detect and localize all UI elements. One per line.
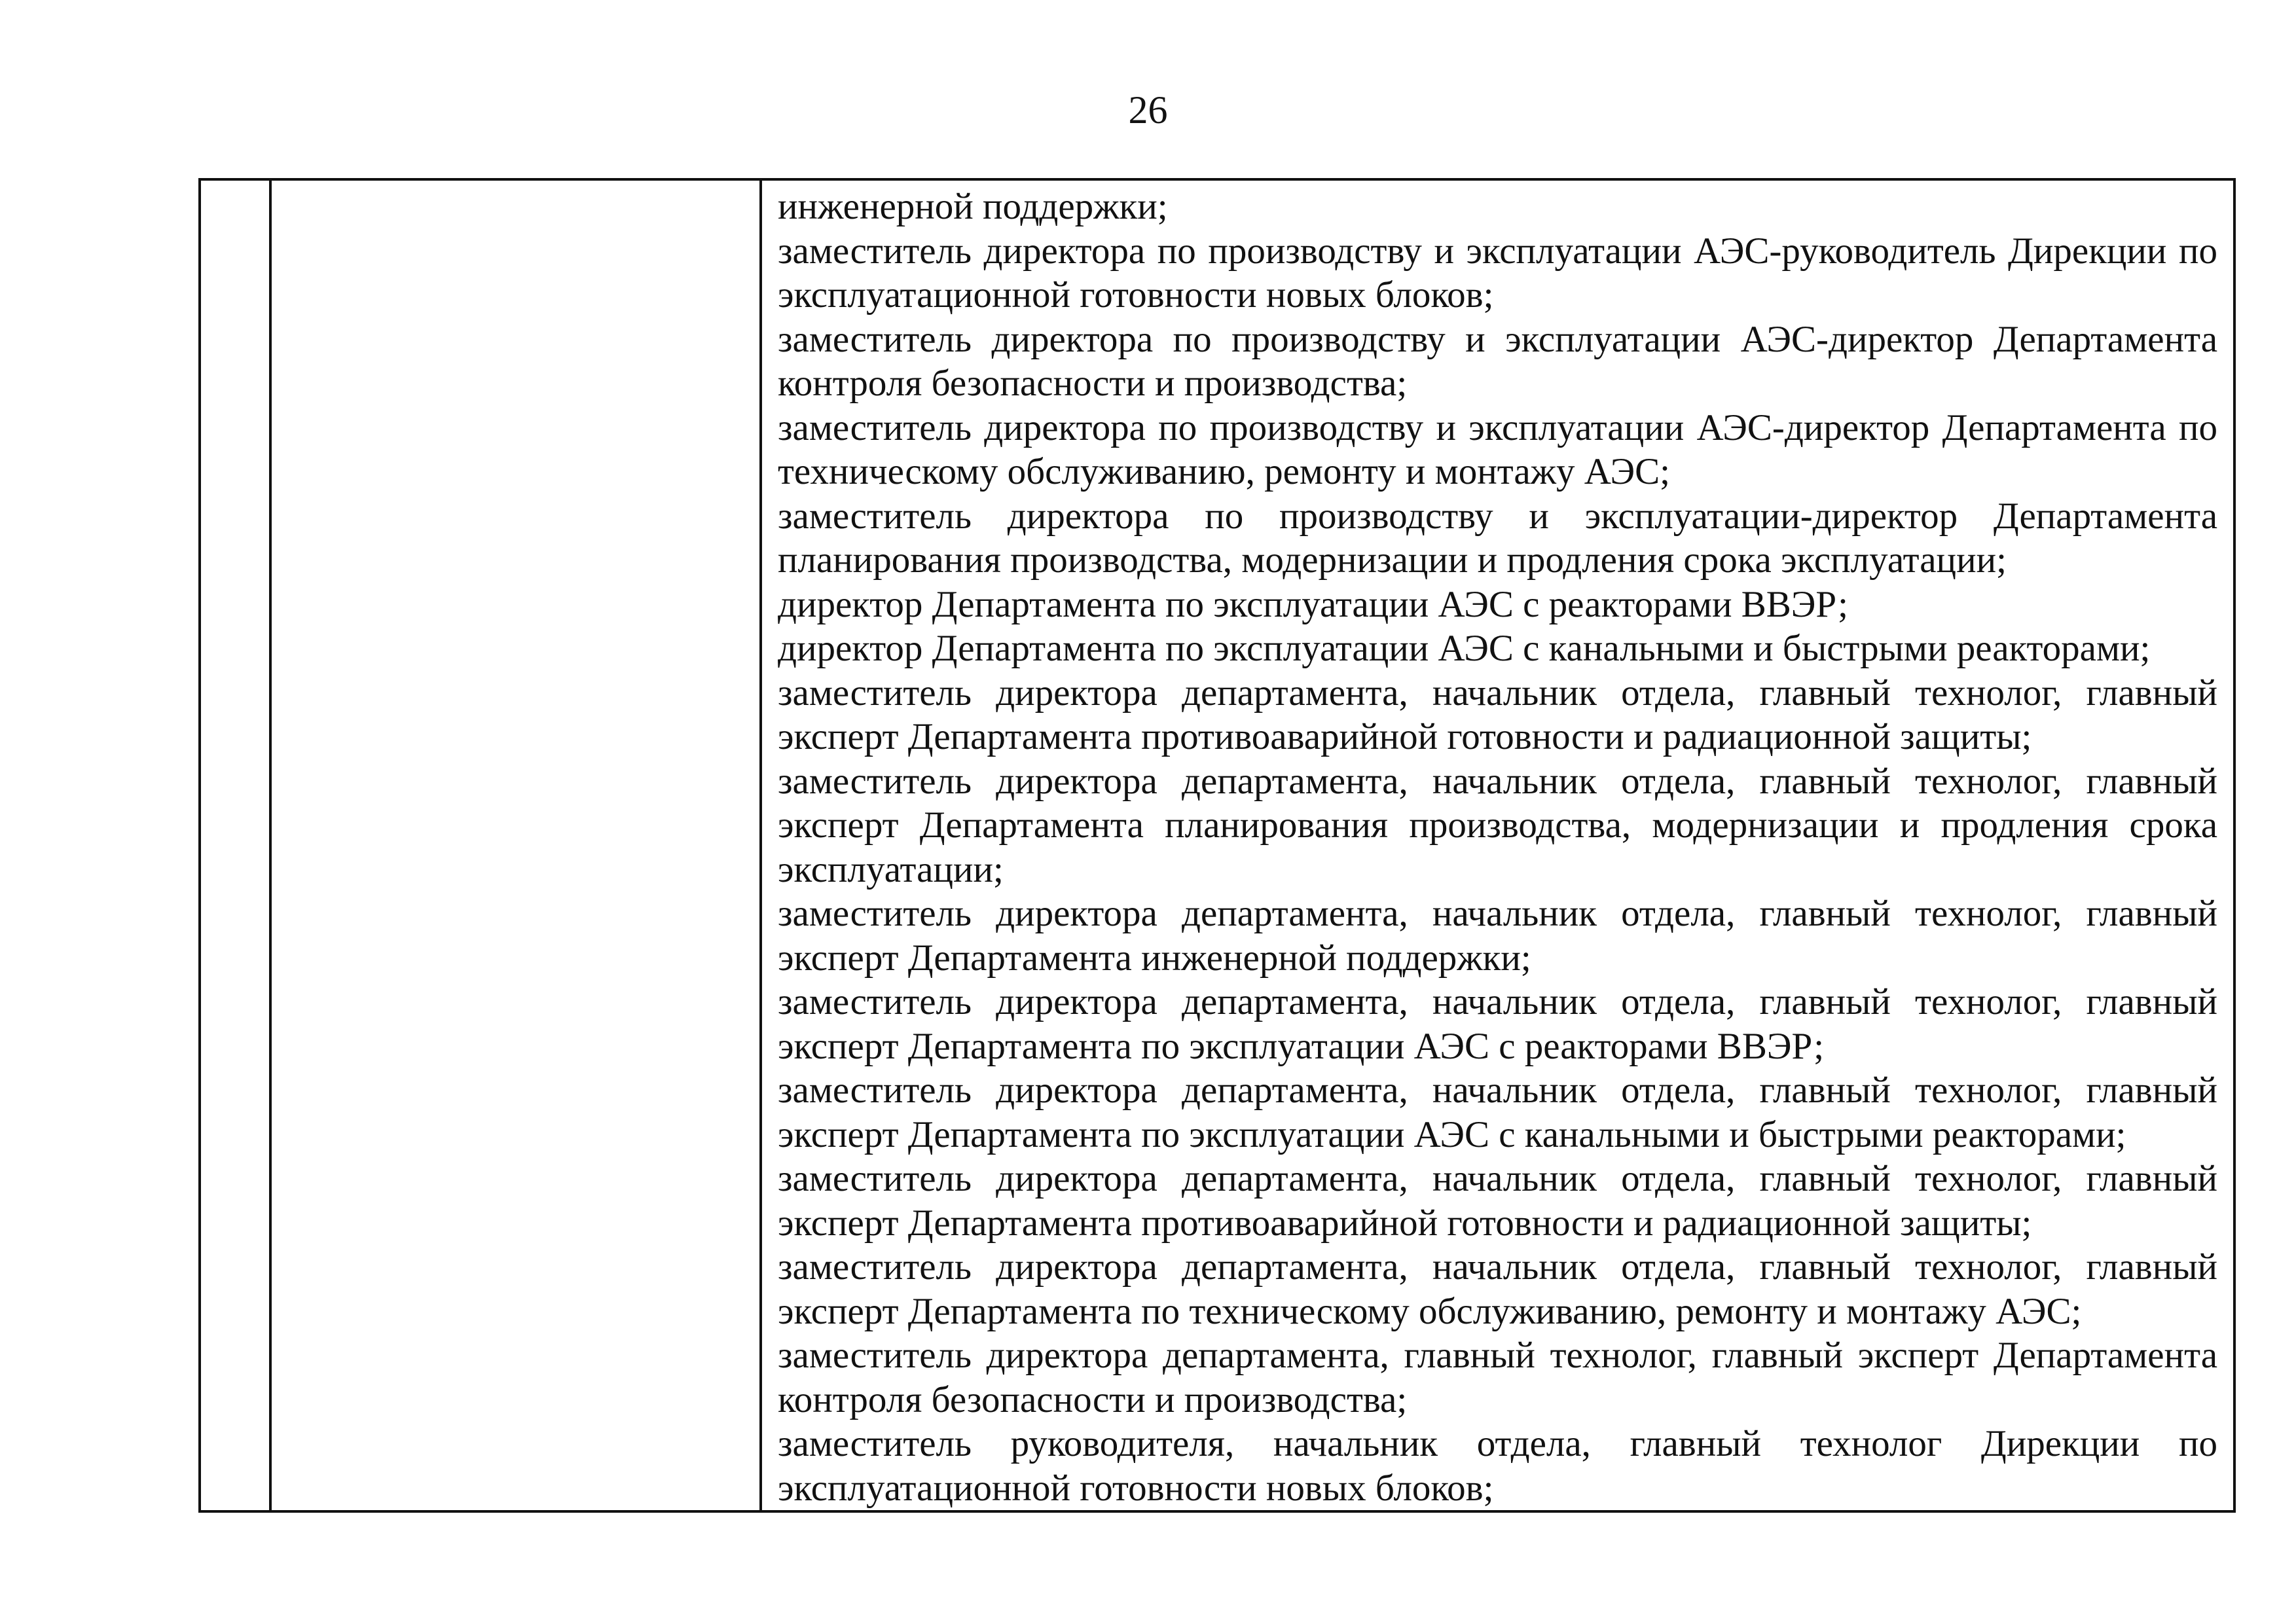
list-entry: заместитель директора департамента, начальник отдела, главный технолог, главный эксперт Департамента инженерной поддержки; xyxy=(778,893,2217,979)
table-row xyxy=(200,179,2234,1511)
list-entry: заместитель директора департамента, начальник отдела, главный технолог, главный эксперт Департамента планирования производства, модернизации и продления срока эксплуатации; xyxy=(778,760,2217,890)
list-entry: заместитель директора департамента, начальник отдела, главный технолог, главный эксперт Департамента противоаварийной готовности и радиационной защиты; xyxy=(778,1158,2217,1244)
list-entry: директор Департамента по эксплуатации АЭС с реакторами ВВЭР; xyxy=(778,583,1849,625)
list-entry: заместитель директора департамента, начальник отдела, главный технолог, главный эксперт Департамента по эксплуатации АЭС с реакторами ВВЭР; xyxy=(778,981,2217,1067)
list-entry: заместитель директора по производству и эксплуатации АЭС-руководитель Дирекции по эксплуатационной готовности новых блоков; xyxy=(778,230,2217,316)
table-cell-column-2 xyxy=(270,179,761,1511)
list-entry: заместитель директора департамента, главный технолог, главный эксперт Департамента контроля безопасности и производства; xyxy=(778,1335,2217,1420)
list-entry: инженерной поддержки; xyxy=(778,186,1168,227)
table-cell-column-3 xyxy=(761,179,2234,1511)
list-entry: заместитель руководителя, начальник отдела, главный технолог Дирекции по эксплуатационной готовности новых блоков; xyxy=(778,1423,2217,1509)
page-number: 26 xyxy=(1128,88,1168,132)
table-cell-column-1 xyxy=(200,179,270,1511)
list-entry: заместитель директора департамента, начальник отдела, главный технолог, главный эксперт Департамента по эксплуатации АЭС с канальными и быстрыми реакторами; xyxy=(778,1070,2217,1155)
list-entry: директор Департамента по эксплуатации АЭС с канальными и быстрыми реакторами; xyxy=(778,628,2151,669)
list-entry: заместитель директора по производству и эксплуатации АЭС-директор Департамента по техническому обслуживанию, ремонту и монтажу АЭС; xyxy=(778,406,2217,492)
document-table xyxy=(198,178,2236,1513)
list-entry: заместитель директора по производству и эксплуатации-директор Департамента планирования производства, модернизации и продления срока эксплуатации; xyxy=(778,495,2217,581)
list-entry: заместитель директора департамента, начальник отдела, главный технолог, главный эксперт Департамента по техническому обслуживанию, ремонту и монтажу АЭС; xyxy=(778,1246,2217,1332)
list-entry: заместитель директора департамента, начальник отдела, главный технолог, главный эксперт Департамента противоаварийной готовности и радиационной защиты; xyxy=(778,672,2217,757)
list-entry: заместитель директора по производству и эксплуатации АЭС-директор Департамента контроля безопасности и производства; xyxy=(778,318,2217,404)
